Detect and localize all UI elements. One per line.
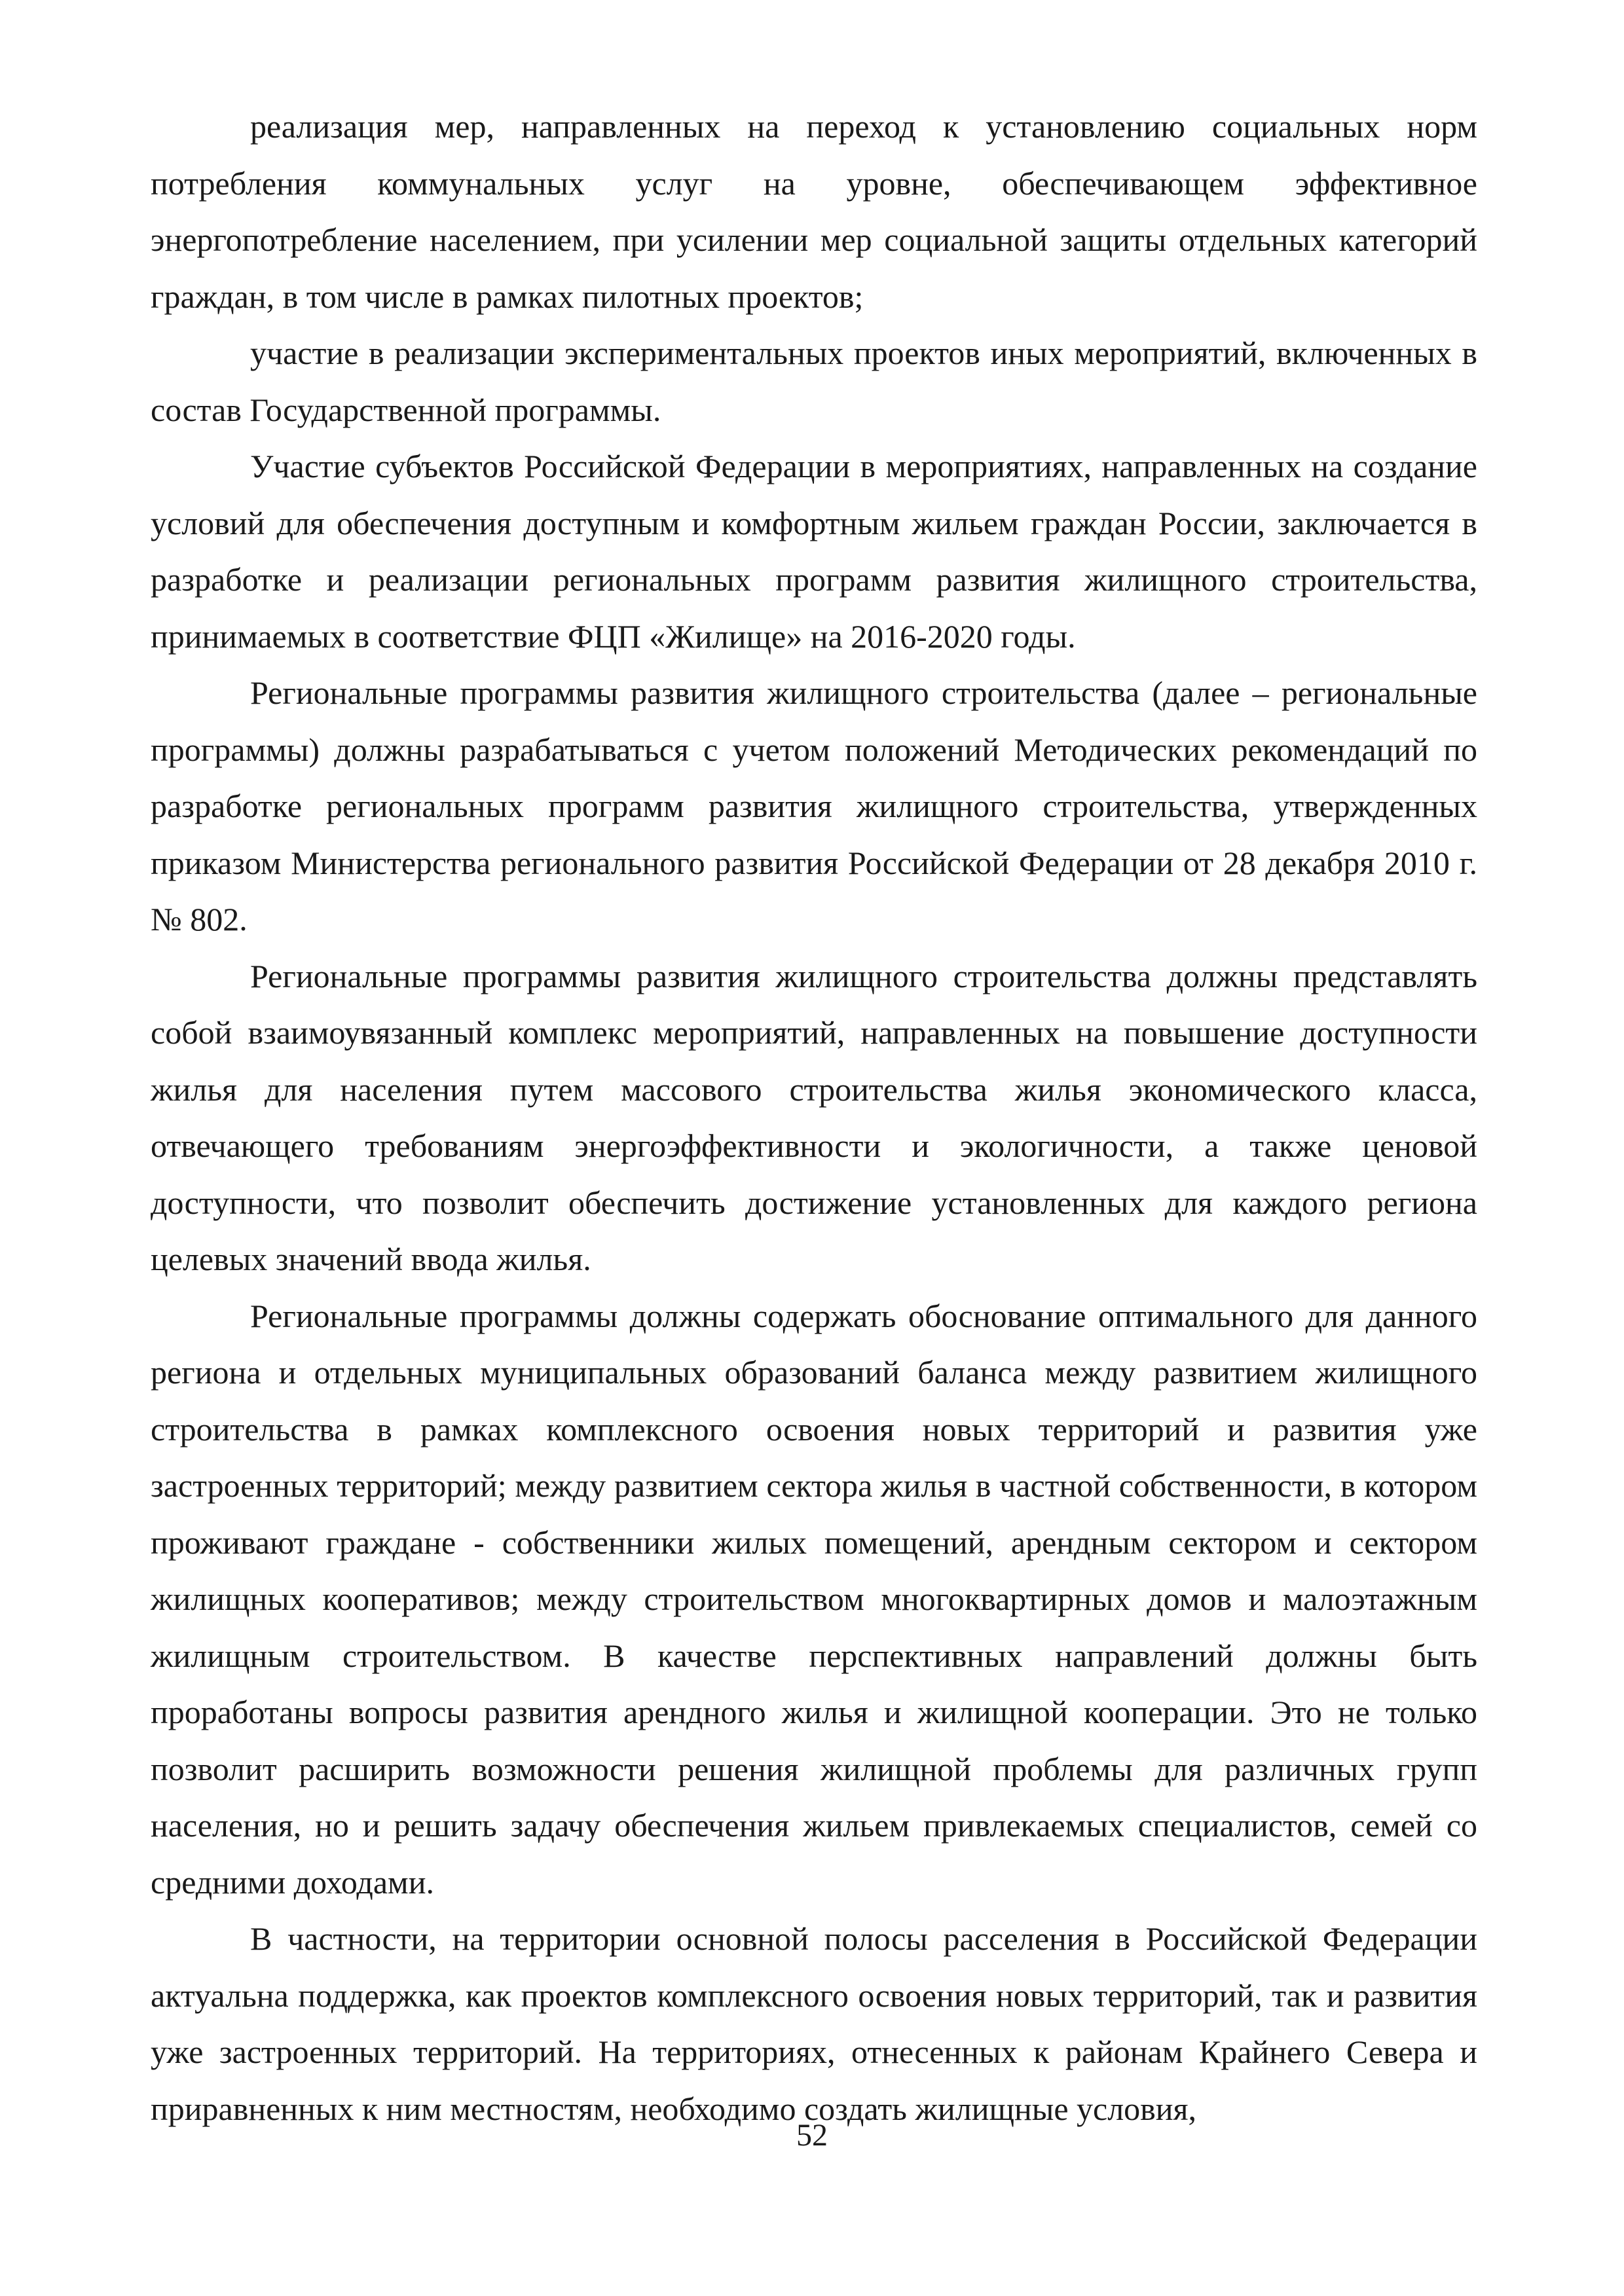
document-page <box>151 98 1477 2137</box>
paragraph-social-norms: реализация мер, направленных на переход к установлению социальных норм потребления коммунальных услуг на уровне, обеспечивающем эффективное энергопотребление населением, при усилении мер социальной защиты отдельных категорий граждан, в том числе в рамках пилотных проектов; <box>151 108 1477 315</box>
paragraph-methodical-recommendations: Региональные программы развития жилищного строительства (далее – региональные программы) должны разрабатываться с учетом положений Методических рекомендаций по разработке региональных программ развития жилищного строительства, утвержденных приказом Министерства регионального развития Российской Федерации от 28 декабря 2010 г. № 802. <box>151 674 1477 938</box>
paragraph-experimental-projects: участие в реализации экспериментальных проектов иных мероприятий, включенных в состав Государственной программы. <box>151 335 1477 428</box>
page-number: 52 <box>796 2118 828 2153</box>
paragraph-program-complex: Региональные программы развития жилищного строительства должны представлять собой взаимоувязанный комплекс мероприятий, направленных на повышение доступности жилья для населения путем массового строительства жилья экономического класса, отвечающего требованиям энергоэффективности и экологичности, а также ценовой доступности, что позволит обеспечить достижение установленных для каждого региона целевых значений ввода жилья. <box>151 957 1477 1277</box>
paragraph-territories-support: В частности, на территории основной полосы расселения в Российской Федерации актуальна поддержка, как проектов комплексного освоения новых территорий, так и развития уже застроенных территорий. На территориях, отнесенных к районам Крайнего Севера и приравненных к ним местностям, необходимо создать жилищные условия, <box>151 1920 1477 2127</box>
paragraph-subjects-participation: Участие субъектов Российской Федерации в мероприятиях, направленных на создание условий для обеспечения доступным и комфортным жильем граждан России, заключается в разработке и реализации региональных программ развития жилищного строительства, принимаемых в соответствие ФЦП «Жилище» на 2016-2020 годы. <box>151 448 1477 655</box>
paragraph-program-balance: Региональные программы должны содержать обоснование оптимального для данного региона и отдельных муниципальных образований баланса между развитием жилищного строительства в рамках комплексного освоения новых территорий и развития уже застроенных территорий; между развитием сектора жилья в частной собственности, в котором проживают граждане - собственники жилых помещений, арендным сектором и сектором жилищных кооперативов; между строительством многоквартирных домов и малоэтажным жилищным строительством. В качестве перспективных направлений должны быть проработаны вопросы развития арендного жилья и жилищной кооперации. Это не только позволит расширить возможности решения жилищной проблемы для различных групп населения, но и решить задачу обеспечения жильем привлекаемых специалистов, семей со средними доходами. <box>151 1297 1477 1901</box>
